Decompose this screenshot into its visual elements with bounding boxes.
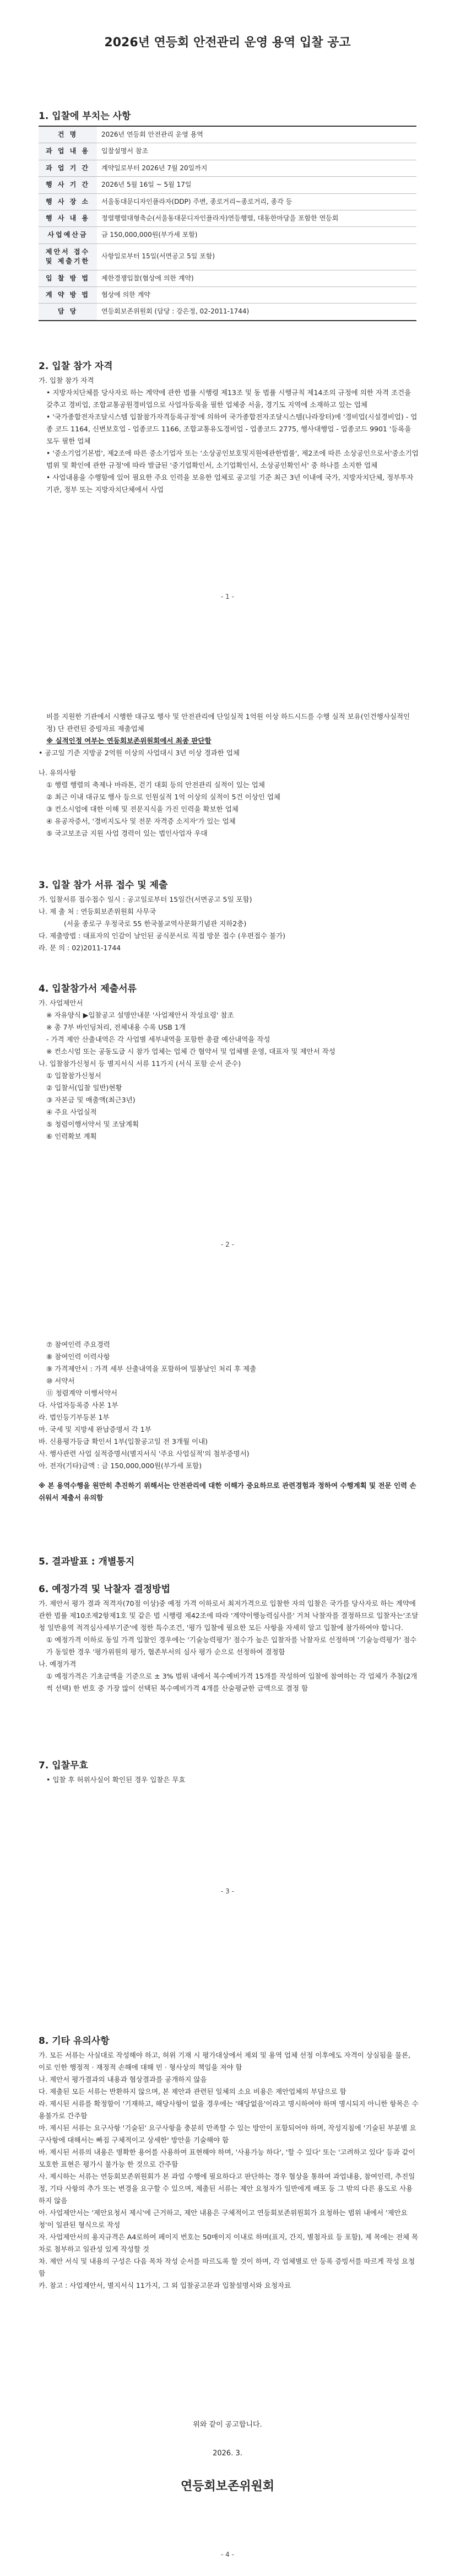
- table-row-value: 입찰설명서 참조: [97, 143, 416, 160]
- table-row-label: 사업예산금: [39, 227, 97, 243]
- text-line: 비를 지원한 기관에서 시행한 대규모 행사 및 안전관리에 단일실적 1억원 이상 하드시드를 수행 실적 보유(인건행사실적인정) 단 관련된 증빙자료 제출업체: [46, 712, 410, 733]
- text-line: 다. 제출된 모든 서류는 반환하지 않으며, 본 제안과 관련된 일체의 소요 비용은 제안업체의 부담으로 함: [39, 2087, 346, 2096]
- table-row-value: 제한경쟁입찰(협상에 의한 계약): [97, 270, 416, 286]
- section-6-body: [39, 1598, 419, 1695]
- list-item: ⑤ 청렴이행서약서 및 조달계획: [46, 1120, 139, 1128]
- issuing-organization: 연등회보존위원회: [180, 2480, 275, 2493]
- text-line: • '국가종합전자조달시스템 입찰참가자격등록규정'에 의하여 국가종합전자조달시스템(나라장터)에 '경비업(시설경비업) - 업종 코드 1164, 신변보호업 - 업종코드 1166, 조합교통유도경비업 - 업종코드 2775, 행사대행업 - 업종코드 9901 '등록을 모두 필한 업체: [46, 413, 418, 445]
- table-row: [39, 193, 416, 210]
- text-line: 차. 제안 서식 및 내용의 구성은 다음 목차 작성 순서를 따르도록 할 것이 하며, 각 업체별로 안 등록 증빙서를 따르게 작성 요청함: [39, 2257, 415, 2277]
- section-2-body: [39, 375, 419, 496]
- text-line: 나. 제 출 처 : 연등회보존위원회 사무국: [39, 907, 156, 916]
- text-line: 마. 제시된 서류는 요구사항 '기술된' 요구사항을 충분히 만족할 수 있는 방안이 포함되어야 하며, 작성지침에 '기술된 부분별 요구사항에 대해서는 빠짐 구체적이고 상세한' 방안을 기술해야 함: [39, 2124, 416, 2144]
- page-number: - 2 -: [221, 1241, 234, 1248]
- page-number: - 4 -: [221, 2551, 234, 2558]
- text-line: 가. 입찰서류 접수접수 일시 : 공고일로부터 15일간(서면공고 5일 포함): [39, 895, 252, 903]
- text-line: ※ 실적인정 여부는 연등회보존위원회에서 최종 판단함: [46, 737, 212, 745]
- text-line: 나. 예정가격: [39, 1660, 77, 1668]
- table-row-label: 제안서 접수 및 제출기한: [39, 243, 97, 270]
- table-row: [39, 286, 416, 303]
- text-line: • '중소기업기본법', 제2조에 따른 중소기업자 또는 '소상공인보호및지원에관한법률', 제2조에 따른 소상공인으로서'중소기업 범위 및 확인에 관한 규정'에 따라 발급된 '중기업확인서, 소기업확인서, 소상공인확인서' 중 하나를 소지한 업체: [46, 449, 419, 469]
- list-item: ⑦ 참여인력 주요경력: [46, 1340, 110, 1349]
- page-number: - 3 -: [221, 1887, 234, 1895]
- section-4-body: [39, 997, 419, 1143]
- table-row: [39, 243, 416, 270]
- text-line: 카. 참고 : 사업제안서, 별지서식 11가지, 그 외 입찰공고문과 입찰설명서와 요청자료: [39, 2281, 291, 2290]
- page-4: [0, 1950, 455, 2576]
- text-line: ③ 컨소시엄에 대한 이해 및 전문지식을 가진 인력을 확보한 업체: [46, 805, 239, 813]
- page-title: 2026년 연등회 안전관리 운영 용역 입찰 공고: [104, 36, 351, 50]
- table-row: [39, 210, 416, 226]
- table-row: [39, 304, 416, 321]
- list-item: ④ 주요 사업실적: [46, 1108, 97, 1116]
- text-line: ⑤ 국고보조금 지원 사업 경력이 있는 법인사업자 우대: [46, 829, 208, 837]
- table-row-label: 행 사 장 소: [39, 193, 97, 210]
- text-line: 사. 제시하는 서류는 연등회보존위원회가 본 과업 수행에 필요하다고 판단하는 경우 협상을 통하여 과업내용, 참여인력, 추진일정, 기타 사항의 추가 또는 변경을 요구할 수 있으며, 제출된 서류는 제안 요청자가 일반에게 배포 등 그 밖의 다른 용도로 사용하지 않음: [39, 2172, 415, 2205]
- text-line: 바. 제시된 서류의 내용은 명확한 용어를 사용하여 표현해야 하며, '사용가능 하다', '할 수 있다' 또는 '고려하고 있다' 등과 같이 모호한 표현은 평가시 불가능 한 것으로 간주함: [39, 2148, 415, 2168]
- text-line: 가. 입찰 참가 자격: [39, 376, 94, 385]
- list-item: ⑩ 서약서: [46, 1377, 75, 1385]
- section-1-heading: 1. 입찰에 부치는 사항: [39, 111, 131, 122]
- table-row-label: 건 명: [39, 126, 97, 143]
- table-row-value: 서울동대문디자인플라자(DDP) 주변, 종로거리~종로거리, 종각 등: [97, 193, 416, 210]
- text-line: 다. 사업자등록증 사본 1부: [39, 1401, 118, 1409]
- bid-info-table: [39, 126, 416, 321]
- text-line: • 사업내용을 수행함에 있어 필요한 주요 인력을 보유한 업체로 공고일 기준 최근 3년 이내에 국가, 지방자치단체, 정부투자기관, 정부 또는 지방자치단체에서 사업: [46, 473, 414, 494]
- page-number: - 1 -: [221, 593, 234, 600]
- table-row-value: 사항일로부터 15일(서면공고 5일 포함): [97, 243, 416, 270]
- announcement-date: 2026. 3.: [213, 2449, 242, 2458]
- text-line: 아. 사업제안서는 '제안요청서 제시'에 근거하고, 제안 내용은 구체적이고 연등회보존위원회가 요청하는 범위 내에서 '제안요청'이 일관된 형식으로 작성: [39, 2209, 408, 2229]
- table-row: [39, 160, 416, 176]
- list-item: ③ 자본금 및 매출액(최근3년): [46, 1096, 136, 1104]
- text-line: ④ 유공자증서, '경비지도사 및 전문 자격증 소지자'가 있는 업체: [46, 817, 236, 825]
- text-line: • 공고일 기준 지방공 2억원 이상의 사업대시 3년 이상 경과한 업체: [39, 749, 240, 757]
- closing-statement: 위와 같이 공고합니다.: [193, 2421, 262, 2429]
- section-8-body: [39, 2049, 419, 2292]
- section-5-heading: 5. 결과발표 : 개별통지: [39, 1556, 135, 1567]
- text-line: 다. 제출방법 : 대표자의 인감이 날인된 공식문서로 직접 방문 접수 (우편접수 불가): [39, 932, 286, 940]
- text-line: 아. 전자(기타)금액 : 금 150,000,000원(부가세 포함): [39, 1462, 202, 1470]
- table-row-value: 계약일로부터 2026년 7월 20일까지: [97, 160, 416, 176]
- table-row-value: 협상에 의한 계약: [97, 286, 416, 303]
- text-line: - 가격 제안 산출내역은 각 사업별 세부내역을 포함한 총괄 예산내역을 작성: [46, 1035, 270, 1043]
- list-item: ① 입찰참가신청서: [46, 1071, 101, 1080]
- text-line: 라. 법인등기부등본 1부: [39, 1413, 110, 1421]
- text-line: ① 예정가격은 기초금액을 기준으로 ± 3% 범위 내에서 복수예비가격 15개를 작성하여 입찰에 참여하는 각 업체가 추첨(2개씩 선택) 한 번호 중 가장 많이 선택된 복수예비가격 4개를 산술평균한 금액으로 결정 함: [46, 1672, 418, 1692]
- text-line: 가. 제안서 평가 결과 적격자(70점 이상)중 예정 가격 이하로서 최저가격으로 입찰한 자의 입찰은 국가를 당사자로 하는 계약에 관한 법률 제10조제2항제1호 및 같은 법 시행령 제42조에 따라 '계약이행능력심사를' 거쳐 낙찰자를 결정하므로 입찰자는'조달청 일반용역 적격심사세부기준'에 정한 특수조건, '평가 입찰에 필요한 모든 사항을 자세히 알고 입찰에 참가하여야 합니다.: [39, 1599, 419, 1632]
- text-line: 나. 입찰참가신청서 등 별지서식 서류 11가지 (서식 포함 순서 준수): [39, 1059, 241, 1068]
- text-line: • 입찰 후 허위사실이 확인된 경우 입찰은 무효: [46, 1776, 186, 1784]
- text-line: 나. 유의사항: [39, 769, 77, 777]
- table-row-label: 담 당: [39, 304, 97, 321]
- table-row: [39, 227, 416, 243]
- page-1: [0, 0, 455, 617]
- section-7-body: [39, 1774, 419, 1786]
- page-2-continuation: [39, 711, 419, 840]
- section-3-body: [39, 894, 419, 954]
- text-line: 마. 국세 및 지방세 완납증명서 각 1부: [39, 1425, 151, 1433]
- table-row-label: 행 사 내 용: [39, 210, 97, 226]
- text-line: • 지방자치단체를 당사자로 하는 계약에 관한 법률 시행령 제13조 및 동 법률 시행규칙 제14조의 규정에 의한 자격 조건을 갖추고 경비업, 조합교통공원경비업으로 사업자등록을 필한 업체중 서울, 경기도 지역에 소재하고 있는 업체: [46, 388, 411, 409]
- table-row-label: 입 찰 방 법: [39, 270, 97, 286]
- important-note: ※ 본 용역수행을 원만히 추진하기 위해서는 안전관리에 대한 이해가 중요하므로 관련경험과 정하여 수행계획 및 전문 인력 손쉬워서 제출서 유의함: [39, 1481, 416, 1502]
- text-line: ① 행렬 행렬의 축제나 마라톤, 걷기 대회 등의 안전관리 실적이 있는 업체: [46, 781, 265, 789]
- section-2-heading: 2. 입찰 참가 자격: [39, 361, 113, 372]
- table-row-value: 금 150,000,000원(부가세 포함): [97, 227, 416, 243]
- list-item: ⑪ 청렴계약 이행서약서: [46, 1389, 118, 1397]
- text-line: 가. 사업제안서: [39, 999, 83, 1007]
- table-row-label: 과 업 기 간: [39, 160, 97, 176]
- table-row: [39, 270, 416, 286]
- text-line: 라. 제시된 서류를 확정함이 '기재하고, 해당사항이 없을 경우에는 '해당없음'이라고 명시하여야 하며 명시되지 아니한 항목은 수용불가로 간주함: [39, 2099, 419, 2120]
- text-line: ① 예정가격 이하로 동일 가격 입찰인 경우에는 '기술능력평가' 점수가 높은 입찰자를 낙찰자로 선정하며 '기술능력평가' 점수가 동일한 경우 '평가위원의 평가, 협존부서의 심사 평가 순으로 선정하여 결정함: [46, 1636, 417, 1656]
- table-row-value: 2026년 연등회 안전관리 운영 용역: [97, 126, 416, 143]
- list-item: ⑧ 참여인력 이력사항: [46, 1352, 110, 1361]
- section-3-heading: 3. 입찰 참가 서류 접수 및 제출: [39, 880, 168, 891]
- text-line: (서울 종로구 우정국로 55 한국불교역사문화기념관 지하2층): [64, 919, 247, 928]
- text-line: 자. 사업제안서의 용지규격은 A4로하여 페이지 번호는 50매이지 이내로 하며(표지, 간지, 별첨자료 등 포함), 제 목에는 전체 목차로 첨부하고 일관성 있게 작성할 것: [39, 2233, 419, 2253]
- section-7-heading: 7. 입찰무효: [39, 1760, 88, 1771]
- text-line: 바. 신용평가등급 확인서 1부(입찰공고일 전 3개월 이내): [39, 1437, 208, 1446]
- table-row-label: 과 업 내 용: [39, 143, 97, 160]
- list-item: ⑥ 인력확보 계획: [46, 1132, 97, 1140]
- table-row-value: 정렬행렬대형축순(서울동대문디자인플라자)연등행렬, 대동한마당을 포함한 연등회: [97, 210, 416, 226]
- page-3: [0, 1300, 455, 1917]
- list-item: ⑨ 가격제안서 : 가격 세부 산출내역을 포함하여 밀봉날인 처리 후 제출: [46, 1365, 257, 1373]
- text-line: 나. 제안서 평가결과의 내용과 협상결과를 공개하지 않음: [39, 2075, 207, 2083]
- text-line: ② 최근 이내 대규모 행사 등으로 인원실적 1억 이상의 실적이 5건 이상인 업체: [46, 793, 280, 801]
- text-line: ※ 컨소시엄 또는 공동도급 시 참가 업체는 업체 간 협약서 및 업체별 운영, 대표자 및 제안서 작성: [46, 1047, 335, 1056]
- section-6-heading: 6. 예정가격 및 낙찰자 결정방법: [39, 1584, 171, 1595]
- table-row-value: 2026년 5월 16일 ~ 5월 17일: [97, 177, 416, 193]
- table-row-label: 계 약 방 법: [39, 286, 97, 303]
- text-line: ※ 총 7부 바인딩처리, 전체내용 수록 USB 1개: [46, 1023, 186, 1031]
- text-line: 가. 모든 서류는 사실대로 작성해야 하고, 허위 기재 시 평가대상에서 제외 및 용역 업체 선정 이후에도 자격이 상실됨을 물론, 이로 인한 행정적 · 재정적 손해에 대해 민 · 형사상의 책임을 져야 함: [39, 2051, 411, 2071]
- page-2: [0, 650, 455, 1267]
- text-line: 사. 행사관련 사업 실적증명서(별지서식 '주요 사업실적'의 첨부증명서): [39, 1449, 250, 1458]
- text-line: 라. 문 의 : 02)2011-1744: [39, 944, 121, 952]
- list-item: ② 입찰서(입찰 일반)현황: [46, 1084, 122, 1092]
- table-row-label: 행 사 기 간: [39, 177, 97, 193]
- text-line: ※ 자유양식 ▶입찰공고 설명안내문 '사업제안서 작성요령' 참조: [46, 1011, 234, 1019]
- table-row: [39, 143, 416, 160]
- section-4-continuation: [39, 1339, 419, 1504]
- table-row: [39, 126, 416, 143]
- table-row: [39, 177, 416, 193]
- section-4-heading: 4. 입찰참가서 제출서류: [39, 983, 137, 994]
- section-8-heading: 8. 기타 유의사항: [39, 2036, 110, 2047]
- table-row-value: 연등회보존위원회 (담당 : 강은정, 02-2011-1744): [97, 304, 416, 321]
